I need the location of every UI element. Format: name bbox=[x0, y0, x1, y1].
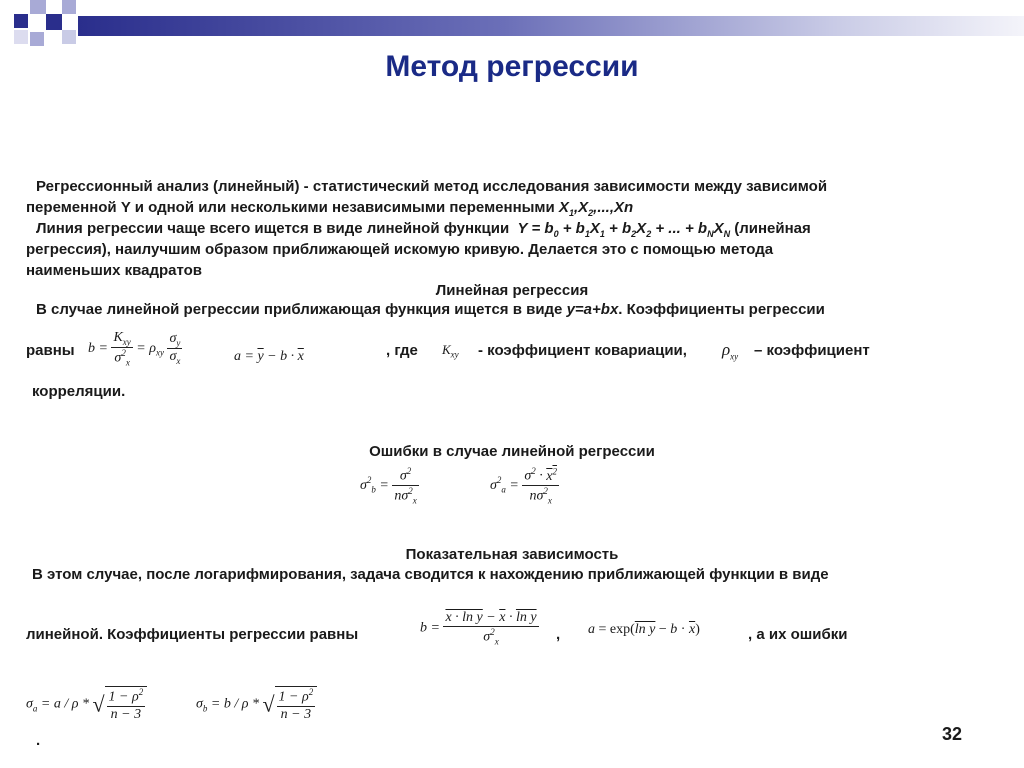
p2-line3: наименьших квадратов bbox=[26, 262, 203, 279]
p2-line2: регрессия), наилучшим образом приближающей искомую кривую. Делается это с помощью метода bbox=[26, 241, 774, 258]
decor-square-7 bbox=[14, 30, 28, 44]
heading-linear: Линейная регрессия bbox=[435, 282, 589, 299]
p2-formula-rendered: $Y = b_0 + b_1X_1 + b_2X_2$ + ... + $b_NX_N$ bbox=[513, 220, 731, 239]
page-title: Метод регрессии bbox=[385, 50, 639, 83]
formula-sigma-a: $\sigma^2_a$ = $\frac{\sigma^2 \cdot x^2}{n\sigma^2_x}$ bbox=[490, 466, 557, 506]
p1-line1: Регрессионный анализ (линейный) - статистический метод исследования зависимости между зависимой bbox=[36, 178, 828, 195]
trailing-dot: . bbox=[36, 732, 41, 749]
decor-square-5 bbox=[30, 32, 44, 46]
page-number: 32 bbox=[941, 724, 962, 744]
formula-a-linear: $a = \overline{y} - b \cdot \overline{x}$ bbox=[234, 349, 304, 364]
p3-line1 bbox=[36, 299, 825, 320]
formula-sigma-b-exp: $\sigma_b = b / \rho$ * √ $\frac{1 - \rho^2}{n - 3}$ bbox=[196, 686, 317, 723]
decor-square-1 bbox=[14, 14, 28, 28]
p1-vars-rendered: $X_1,X_2,...,Xn$ bbox=[558, 199, 634, 218]
p4-line2: линейной. Коэффициенты регрессии равны bbox=[26, 626, 359, 643]
p3-cov: - коэффициент ковариации, bbox=[478, 342, 687, 359]
formula-sigma-b: $\sigma^2_b$ = $\frac{\sigma^2}{n\sigma^2_x}$ bbox=[360, 466, 417, 506]
p3-line1a: В случае линейной регрессии приближающая функция ищется в виде bbox=[36, 301, 563, 318]
p3-corr: корреляции. bbox=[32, 383, 126, 400]
p2-line1a: Линия регрессии чаще всего ищется в виде линейной функции bbox=[36, 220, 510, 237]
header-gradient-bar bbox=[78, 16, 1024, 36]
decor-square-6 bbox=[62, 30, 76, 44]
p1-line2-text: переменной Y и одной или несколькими независимыми переменными bbox=[26, 199, 555, 216]
formula-sigma-a-exp: $\sigma_a = a / \rho$ * √ $\frac{1 - \rho^2}{n - 3}$ bbox=[26, 686, 147, 723]
heading-errors: Ошибки в случае линейной регрессии bbox=[369, 443, 655, 460]
p3-gde: , где bbox=[386, 342, 418, 359]
p3-dash: – коэффициент bbox=[754, 342, 870, 359]
decor-square-3 bbox=[62, 0, 76, 14]
p4-tail: , а их ошибки bbox=[748, 626, 848, 643]
formula-b-linear: b = $K_{xy}$ $\sigma^2_x$ = $\rho_{xy}$ $\frac{\sigma_y}{\sigma_x}$ bbox=[88, 330, 181, 368]
p3-formula: y=a+bx bbox=[566, 301, 619, 318]
p2-line1b: (линейная bbox=[734, 220, 811, 237]
p3-line1b: . Коэффициенты регрессии bbox=[618, 301, 825, 318]
decor-square-2 bbox=[30, 0, 46, 14]
symbol-rho: $\rho_{xy}$ bbox=[722, 340, 739, 362]
p4-comma: , bbox=[556, 626, 561, 643]
p4-line1: В этом случае, после логарифмирования, задача сводится к нахождению приближающей функции в виде bbox=[32, 566, 829, 583]
formula-a-exp: a = exp(ln $y - b \cdot \overline{x}$) bbox=[588, 622, 700, 637]
decor-square-4 bbox=[46, 14, 62, 30]
symbol-kxy: $K_{xy}$ bbox=[442, 342, 459, 360]
p3-ravny: равны bbox=[26, 342, 75, 359]
formula-b-exp: b = $\frac{x \cdot \ln y - \overline{x} \cdot \ln y}{\sigma^2_x}$ bbox=[420, 610, 537, 647]
heading-exp: Показательная зависимость bbox=[405, 546, 619, 563]
